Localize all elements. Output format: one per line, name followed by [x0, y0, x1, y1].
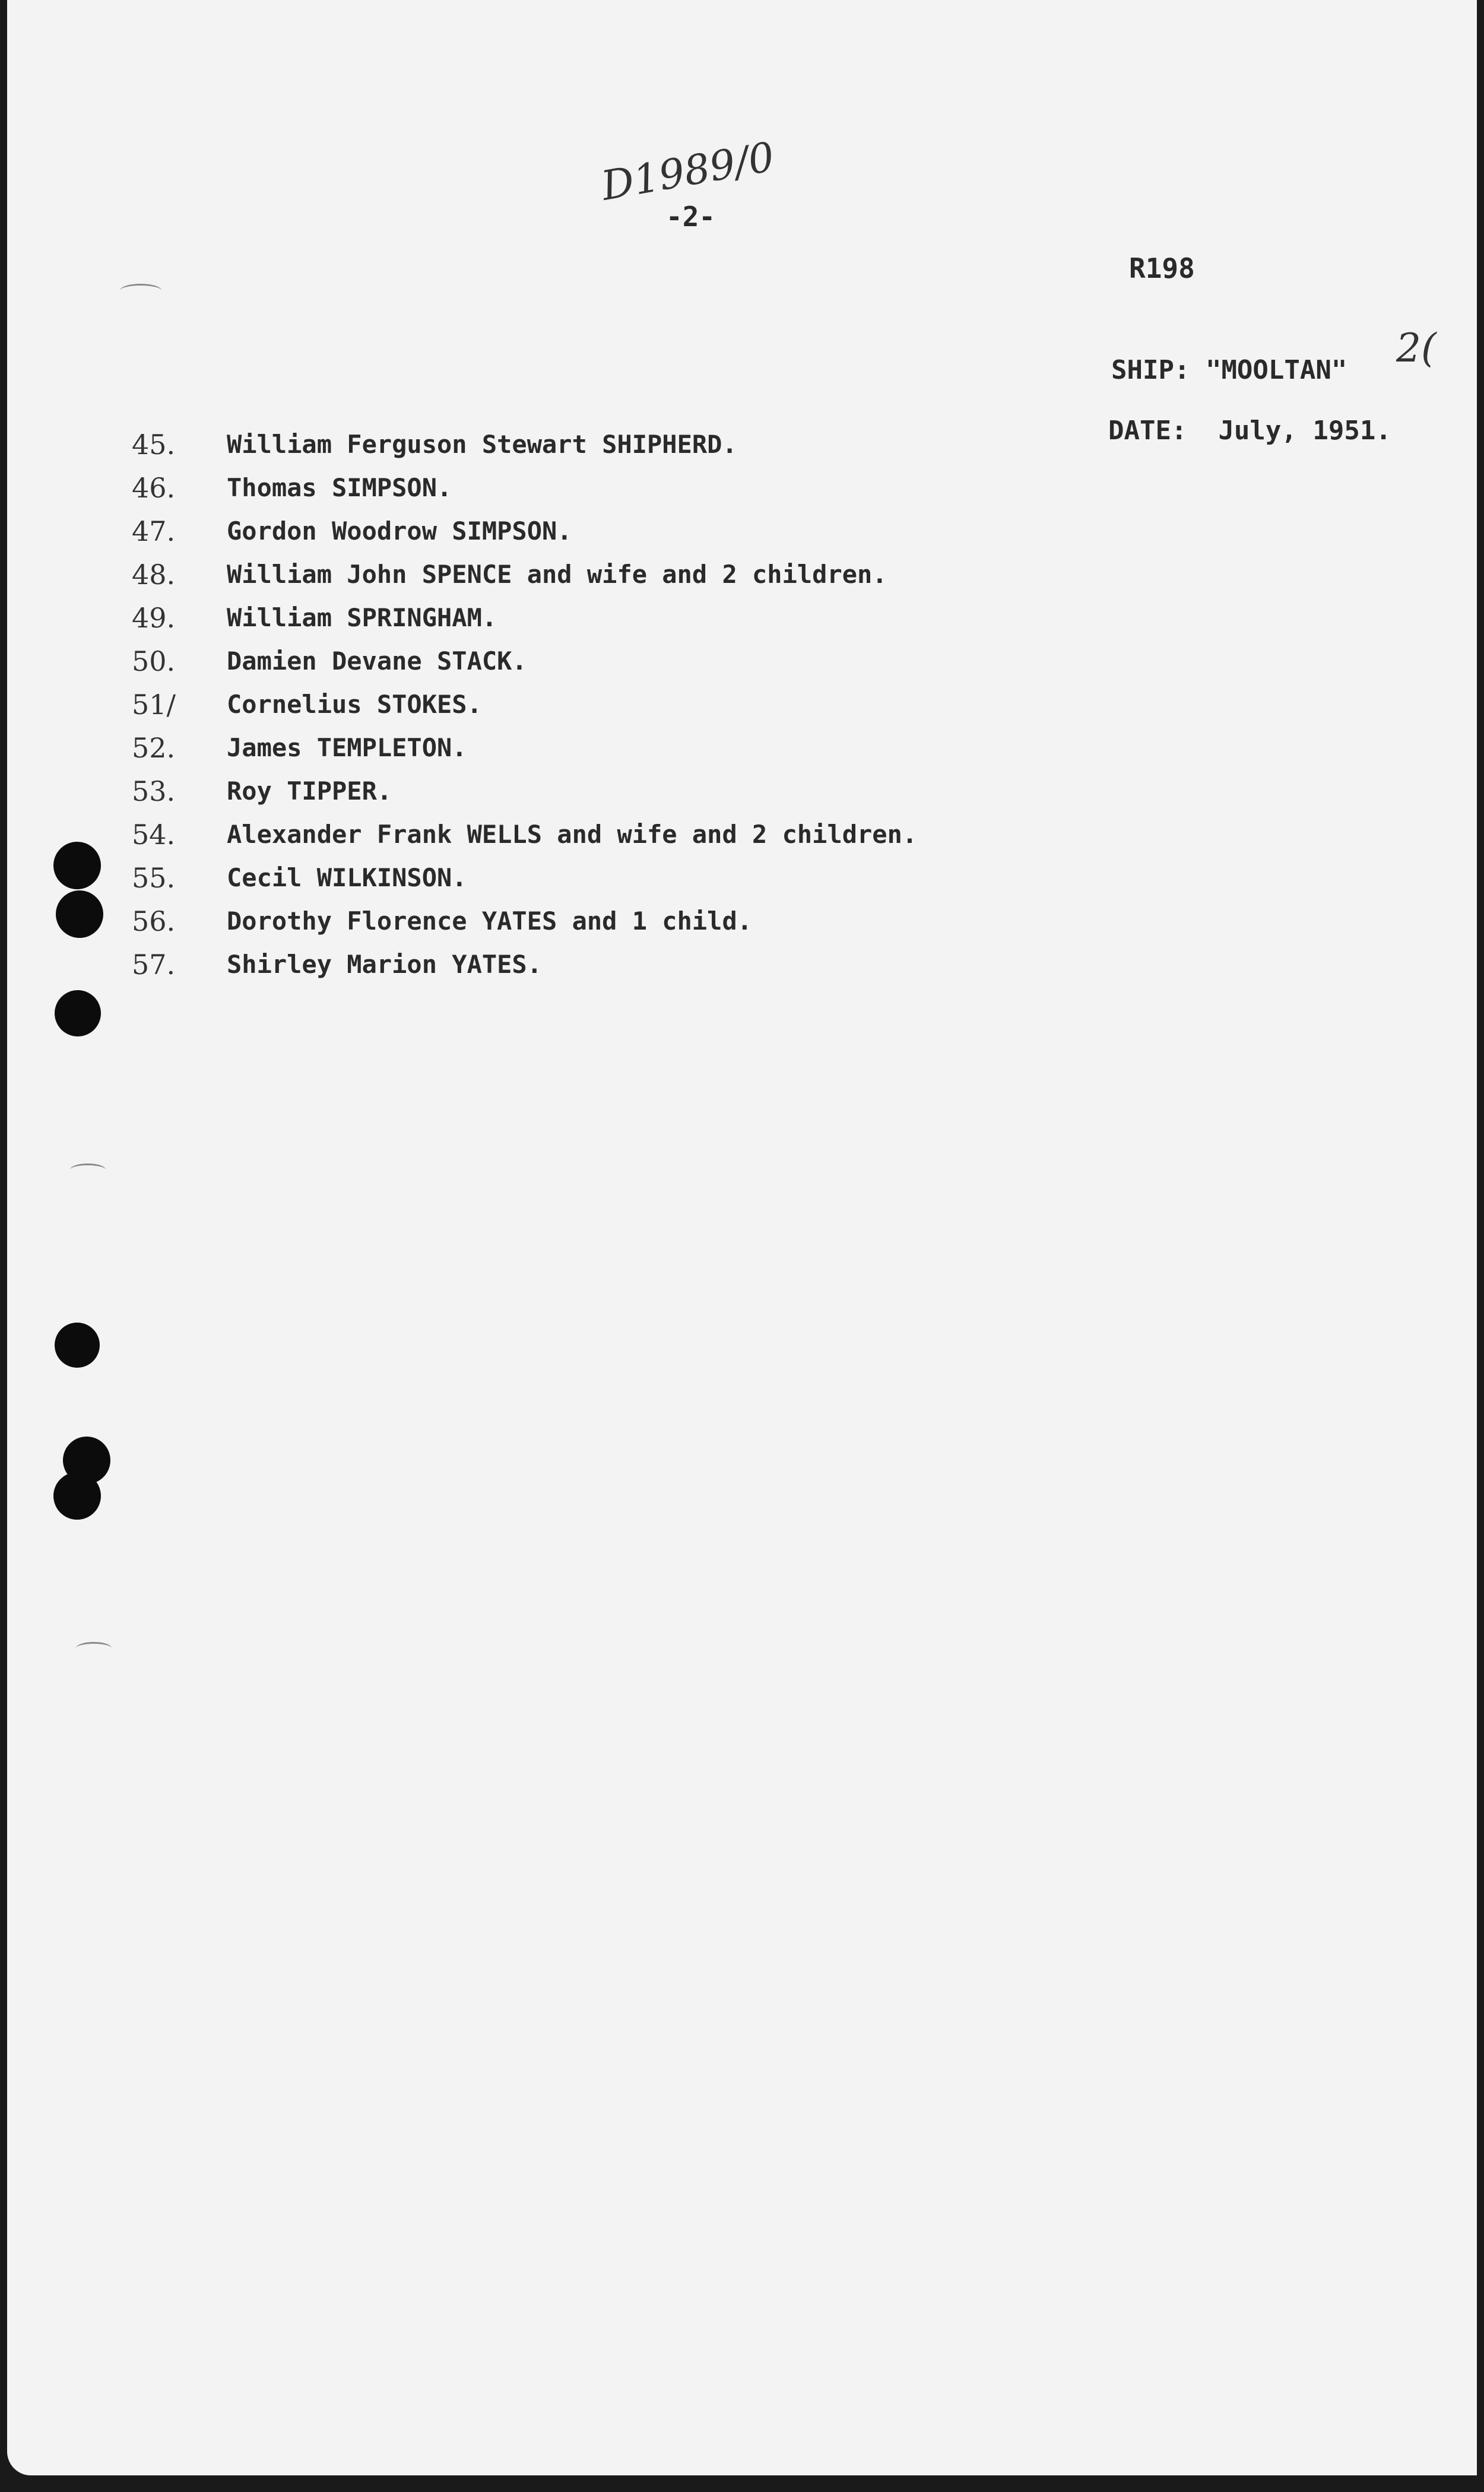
entry-number: 48. [132, 559, 176, 591]
entry-number: 54. [132, 819, 176, 851]
entry-name: Thomas SIMPSON. [227, 473, 452, 502]
date-label: DATE: [1108, 416, 1187, 446]
ship-label: SHIP: [1111, 355, 1190, 385]
entry-name: Dorothy Florence YATES and 1 child. [227, 906, 753, 936]
handwritten-reference: D1989/0 [598, 134, 778, 210]
entry-number: 49. [132, 602, 176, 634]
entry-number: 53. [132, 775, 176, 807]
punch-hole [55, 1323, 100, 1368]
reference-code: R198 [1129, 252, 1195, 284]
entry-number: 57. [132, 949, 176, 981]
entry-number: 47. [132, 515, 176, 547]
date-value: July, 1951. [1218, 416, 1391, 446]
entry-name: Alexander Frank WELLS and wife and 2 children. [227, 820, 918, 849]
entry-name: James TEMPLETON. [227, 733, 467, 762]
document-page [7, 0, 1477, 2475]
paper-mark [120, 284, 161, 297]
entry-number: 45. [132, 429, 176, 461]
punch-hole [53, 842, 101, 889]
entry-number: 52. [132, 732, 176, 764]
paper-mark [76, 1642, 112, 1654]
entry-name: William Ferguson Stewart SHIPHERD. [227, 430, 737, 459]
entry-name: Cornelius STOKES. [227, 690, 482, 719]
entry-name: Shirley Marion YATES. [227, 950, 543, 979]
ship-value: "MOOLTAN" [1205, 355, 1347, 385]
punch-hole [53, 1472, 101, 1520]
entry-name: Gordon Woodrow SIMPSON. [227, 516, 572, 546]
entry-name: Roy TIPPER. [227, 776, 392, 806]
punch-hole [56, 890, 103, 938]
entry-number: 46. [132, 472, 176, 504]
entry-name: Damien Devane STACK. [227, 646, 527, 676]
entry-name: William SPRINGHAM. [227, 603, 497, 632]
handwritten-margin-mark: 2( [1396, 325, 1437, 371]
entry-number: 56. [132, 905, 176, 937]
entry-name: Cecil WILKINSON. [227, 863, 467, 892]
page-number: -2- [666, 201, 716, 233]
ship-line [1111, 355, 1347, 385]
entry-number: 51/ [132, 689, 176, 721]
date-line [1108, 416, 1391, 446]
entry-name: William John SPENCE and wife and 2 children. [227, 560, 887, 589]
entry-number: 50. [132, 645, 176, 677]
paper-mark [70, 1163, 106, 1176]
punch-hole [55, 990, 101, 1036]
entry-number: 55. [132, 862, 176, 894]
